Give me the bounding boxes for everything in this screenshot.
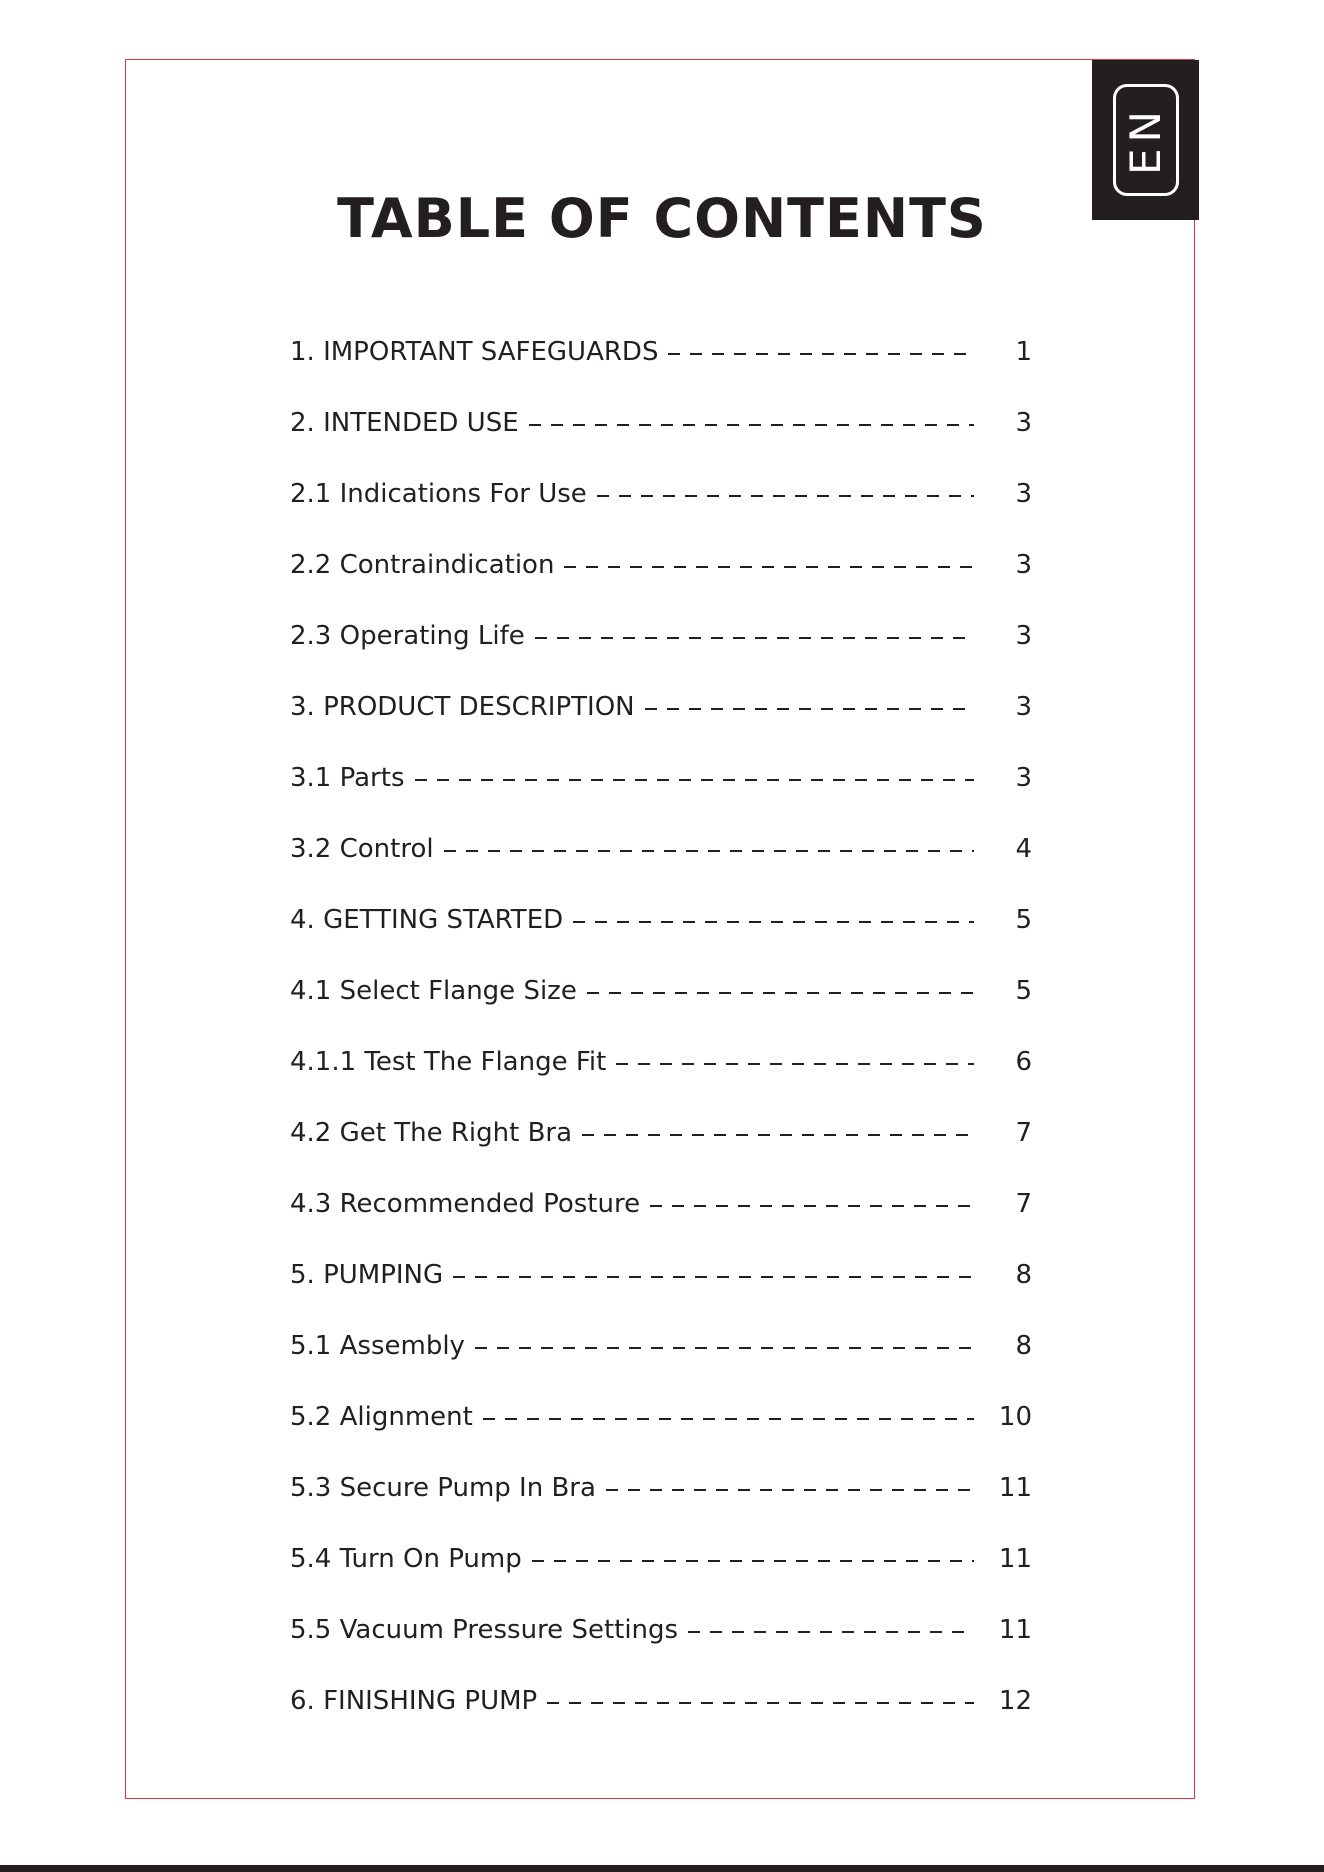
toc-entry-label: 5.5 Vacuum Pressure Settings (290, 1614, 679, 1645)
toc-entry-label: 3.1 Parts (290, 762, 405, 793)
toc-entry[interactable] (290, 1026, 1032, 1097)
toc-leader (645, 708, 974, 710)
toc-entry[interactable] (290, 1097, 1032, 1168)
toc-entry-label: 4.2 Get The Right Bra (290, 1117, 573, 1148)
toc-entry-label: 4.1.1 Test The Flange Fit (290, 1046, 607, 1077)
toc-list (290, 316, 1032, 1736)
toc-entry-label: 4.3 Recommended Posture (290, 1188, 641, 1219)
toc-entry[interactable] (290, 529, 1032, 600)
toc-entry-page: 5 (1015, 904, 1032, 935)
toc-entry-page: 3 (1015, 620, 1032, 651)
toc-entry[interactable] (290, 955, 1032, 1026)
toc-entry[interactable] (290, 813, 1032, 884)
toc-entry-label: 2.1 Indications For Use (290, 478, 587, 509)
toc-entry-page: 3 (1015, 549, 1032, 580)
toc-leader (573, 921, 974, 923)
toc-entry-label: 5.1 Assembly (290, 1330, 465, 1361)
toc-entry-label: 5.3 Secure Pump In Bra (290, 1472, 596, 1503)
toc-leader (616, 1063, 974, 1065)
toc-leader (453, 1276, 974, 1278)
toc-entry[interactable] (290, 1381, 1032, 1452)
language-label: EN (1120, 105, 1170, 175)
toc-entry-label: 5.4 Turn On Pump (290, 1543, 522, 1574)
toc-entry-page: 11 (998, 1543, 1032, 1574)
toc-entry-label: 2. INTENDED USE (290, 407, 519, 438)
toc-entry[interactable] (290, 1168, 1032, 1239)
toc-entry-page: 3 (1015, 762, 1032, 793)
toc-entry-page: 3 (1015, 691, 1032, 722)
toc-entry-page: 1 (1015, 336, 1032, 367)
toc-entry-label: 6. FINISHING PUMP (290, 1685, 538, 1716)
language-badge (1113, 84, 1179, 196)
toc-leader (475, 1347, 974, 1349)
toc-entry-page: 6 (1015, 1046, 1032, 1077)
toc-leader (529, 424, 974, 426)
toc-leader (650, 1205, 974, 1207)
toc-entry[interactable] (290, 458, 1032, 529)
toc-entry-page: 7 (1015, 1188, 1032, 1219)
toc-leader (597, 495, 974, 497)
toc-leader (483, 1418, 974, 1420)
toc-entry[interactable] (290, 671, 1032, 742)
toc-leader (547, 1702, 974, 1704)
toc-entry-label: 5.2 Alignment (290, 1401, 473, 1432)
page-title: TABLE OF CONTENTS (337, 187, 987, 250)
toc-entry[interactable] (290, 316, 1032, 387)
toc-entry-label: 4. GETTING STARTED (290, 904, 564, 935)
toc-entry-page: 7 (1015, 1117, 1032, 1148)
toc-leader (668, 353, 974, 355)
toc-entry-label: 4.1 Select Flange Size (290, 975, 577, 1006)
toc-leader (688, 1631, 974, 1633)
toc-leader (582, 1134, 974, 1136)
toc-entry-page: 12 (998, 1685, 1032, 1716)
toc-entry-label: 3.2 Control (290, 833, 434, 864)
toc-leader (606, 1489, 974, 1491)
toc-entry[interactable] (290, 884, 1032, 955)
toc-entry-label: 1. IMPORTANT SAFEGUARDS (290, 336, 659, 367)
toc-entry-page: 4 (1015, 833, 1032, 864)
toc-leader (444, 850, 974, 852)
toc-entry[interactable] (290, 1594, 1032, 1665)
toc-entry[interactable] (290, 1523, 1032, 1594)
toc-entry[interactable] (290, 1239, 1032, 1310)
toc-entry-label: 3. PRODUCT DESCRIPTION (290, 691, 635, 722)
toc-leader (564, 566, 974, 568)
toc-entry-page: 3 (1015, 478, 1032, 509)
toc-entry-label: 2.2 Contraindication (290, 549, 555, 580)
toc-entry-page: 8 (1015, 1330, 1032, 1361)
toc-leader (587, 992, 974, 994)
toc-entry-label: 2.3 Operating Life (290, 620, 525, 651)
toc-entry[interactable] (290, 1452, 1032, 1523)
toc-entry-page: 11 (998, 1472, 1032, 1503)
toc-entry-page: 5 (1015, 975, 1032, 1006)
toc-entry-page: 10 (998, 1401, 1032, 1432)
toc-entry[interactable] (290, 742, 1032, 813)
footer-bar (0, 1865, 1324, 1872)
toc-entry[interactable] (290, 1310, 1032, 1381)
toc-entry-page: 3 (1015, 407, 1032, 438)
toc-leader (415, 779, 975, 781)
toc-leader (535, 637, 974, 639)
toc-entry[interactable] (290, 1665, 1032, 1736)
toc-entry[interactable] (290, 600, 1032, 671)
toc-leader (532, 1560, 974, 1562)
toc-entry-page: 8 (1015, 1259, 1032, 1290)
toc-entry-label: 5. PUMPING (290, 1259, 444, 1290)
toc-entry[interactable] (290, 387, 1032, 458)
toc-entry-page: 11 (998, 1614, 1032, 1645)
